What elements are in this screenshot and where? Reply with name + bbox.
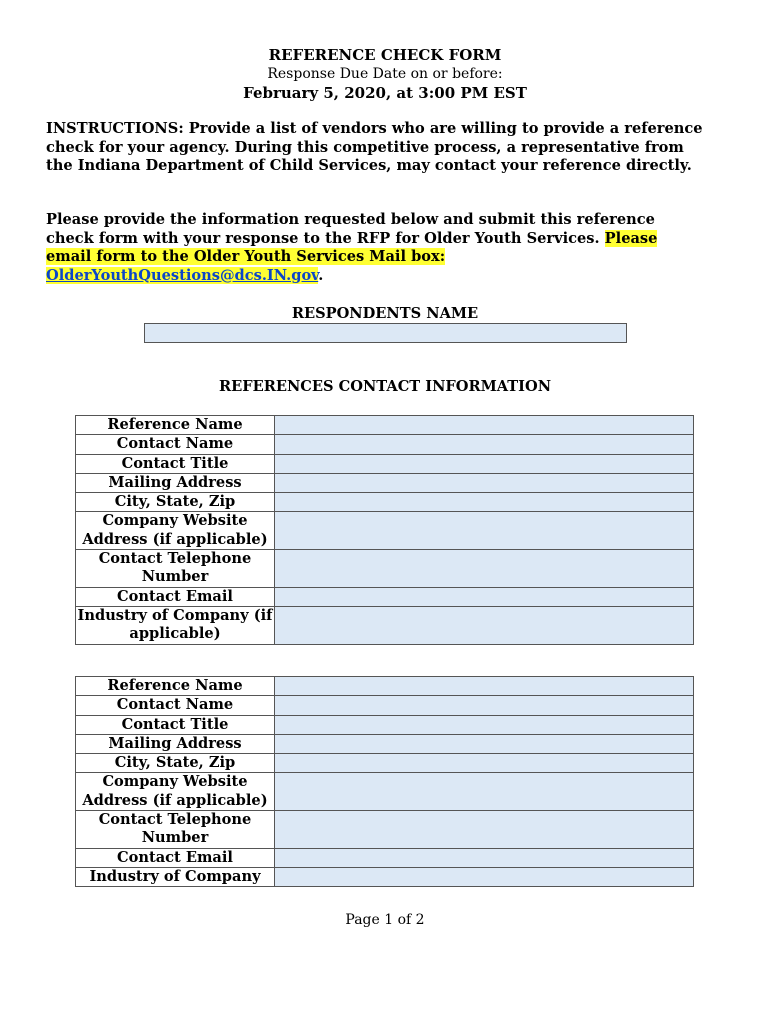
field-label: Reference Name [76, 416, 275, 435]
field-label: Company Website Address (if applicable) [76, 512, 275, 550]
table-row [76, 454, 694, 473]
period: . [318, 266, 324, 284]
contact-name-field[interactable] [275, 696, 694, 715]
table-row [76, 493, 694, 512]
field-label: Contact Title [76, 454, 275, 473]
field-label: Contact Email [76, 587, 275, 606]
field-label: Industry of Company [76, 867, 275, 886]
table-row [76, 811, 694, 849]
field-label: Contact Telephone Number [76, 811, 275, 849]
contact-name-field[interactable] [275, 435, 694, 454]
highlighted-instruction: Please email form to the Older Youth Services Mail box: [46, 229, 658, 265]
table-row [76, 715, 694, 734]
table-row [76, 696, 694, 715]
industry-field[interactable] [275, 606, 694, 644]
field-label: Contact Telephone Number [76, 550, 275, 588]
due-date-label: Response Due Date on or before: [267, 66, 503, 82]
table-row [76, 773, 694, 811]
instructions-paragraph: INSTRUCTIONS: Provide a list of vendors who are willing to provide a reference check for your agency. During this competitive process, a representative from the Indiana Department of Child Services, may contact your reference directly. [46, 120, 703, 174]
field-label: Mailing Address [76, 734, 275, 753]
mailing-address-field[interactable] [275, 734, 694, 753]
field-label: City, State, Zip [76, 493, 275, 512]
table-row [76, 435, 694, 454]
reference-name-field[interactable] [275, 416, 694, 435]
form-title: REFERENCE CHECK FORM [268, 46, 502, 64]
field-label: Contact Name [76, 696, 275, 715]
city-state-zip-field[interactable] [275, 493, 694, 512]
table-row [76, 848, 694, 867]
respondent-name-field[interactable] [144, 323, 627, 343]
reference-table-2 [75, 676, 694, 887]
field-label: City, State, Zip [76, 754, 275, 773]
contact-telephone-field[interactable] [275, 550, 694, 588]
table-row [76, 512, 694, 550]
field-label: Reference Name [76, 677, 275, 696]
table-row [76, 416, 694, 435]
submission-text: Please provide the information requested below and submit this reference check form with your response to the RFP for Older Youth Services. [46, 211, 655, 247]
contact-email-field[interactable] [275, 587, 694, 606]
company-website-field[interactable] [275, 773, 694, 811]
reference-table-1 [75, 415, 694, 645]
table-row [76, 473, 694, 492]
contact-telephone-field[interactable] [275, 811, 694, 849]
mailing-address-field[interactable] [275, 473, 694, 492]
table-row [76, 550, 694, 588]
field-label: Contact Title [76, 715, 275, 734]
contact-title-field[interactable] [275, 454, 694, 473]
table-row [76, 867, 694, 886]
respondent-heading: RESPONDENTS NAME [291, 305, 479, 322]
due-date: February 5, 2020, at 3:00 PM EST [243, 84, 527, 102]
contact-email-field[interactable] [275, 848, 694, 867]
company-website-field[interactable] [275, 512, 694, 550]
email-link[interactable]: OlderYouthQuestions@dcs.IN.gov [46, 266, 319, 284]
submission-paragraph [46, 211, 706, 285]
field-label: Contact Name [76, 435, 275, 454]
field-label: Company Website Address (if applicable) [76, 773, 275, 811]
field-label: Contact Email [76, 848, 275, 867]
table-row [76, 587, 694, 606]
contact-title-field[interactable] [275, 715, 694, 734]
table-row [76, 677, 694, 696]
table-row [76, 606, 694, 644]
industry-field[interactable] [275, 867, 694, 886]
page-number: Page 1 of 2 [345, 912, 425, 928]
reference-name-field[interactable] [275, 677, 694, 696]
city-state-zip-field[interactable] [275, 754, 694, 773]
references-heading: REFERENCES CONTACT INFORMATION [218, 378, 552, 395]
field-label: Industry of Company (if applicable) [76, 606, 275, 644]
table-row [76, 734, 694, 753]
field-label: Mailing Address [76, 473, 275, 492]
table-row [76, 754, 694, 773]
